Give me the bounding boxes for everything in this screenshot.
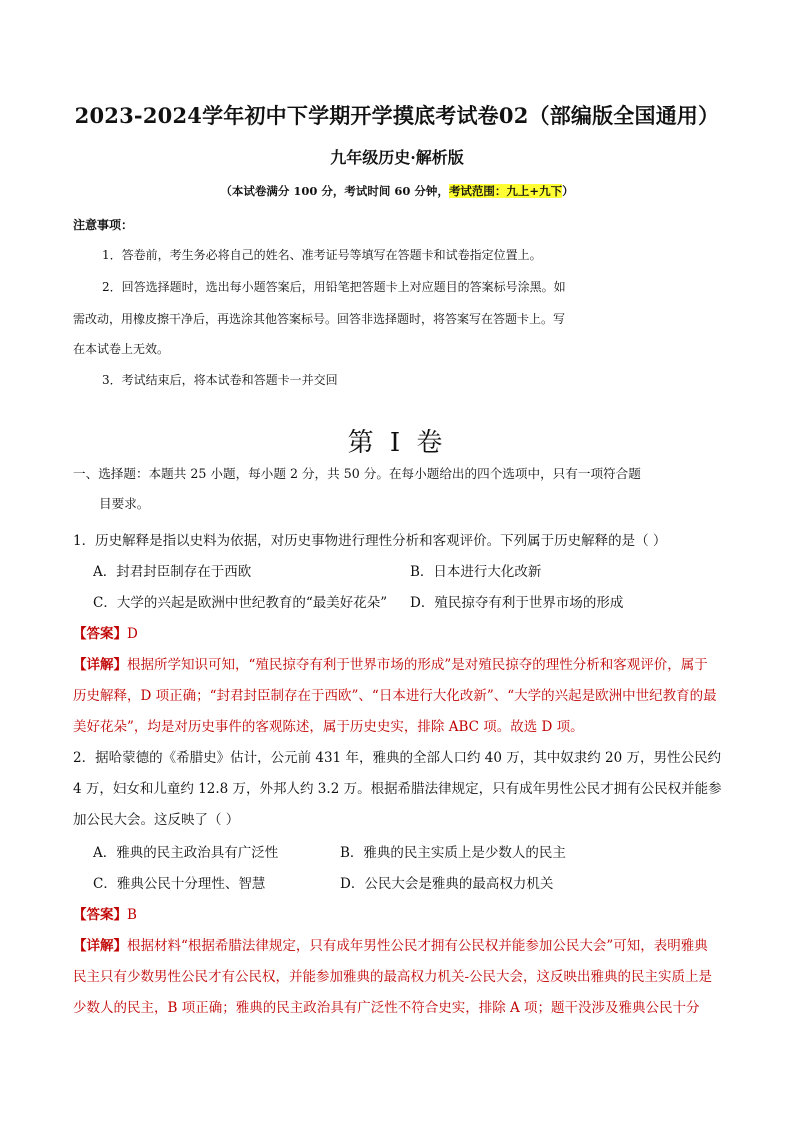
q1-option-c: C．大学的兴起是欧洲中世纪教育的“最美好花朵” — [93, 595, 388, 611]
q1-answer-label: 【答案】 — [73, 626, 127, 642]
page-title: 2023-2024学年初中下学期开学摸底考试卷02（部编版全国通用） — [74, 103, 720, 128]
q1-answer — [73, 622, 138, 642]
exam-meta-prefix: （本试卷满分 100 分，考试时间 60 分钟， — [220, 184, 449, 198]
q2-answer-value: B — [127, 907, 137, 923]
page-subtitle: 九年级历史·解析版 — [330, 148, 464, 167]
q2-option-a: A．雅典的民主政治具有广泛性 — [93, 845, 279, 861]
q1-detail-text-1: 根据所学知识可知，“殖民掠夺有利于世界市场的形成”是对殖民掠夺的理性分析和客观评价，属于 — [127, 657, 708, 673]
exam-meta-suffix: ） — [562, 184, 574, 198]
q1-detail-line-2: 历史解释，D 项正确；“封君封臣制存在于西欧”、“日本进行大化改新”、“大学的兴起是欧洲中世纪教育的最 — [73, 688, 717, 704]
q2-detail-line-1 — [73, 934, 708, 954]
q2-stem-line-2: 4 万，妇女和儿童约 12.8 万，外邦人约 3.2 万。根据希腊法律规定，只有成年男性公民才拥有公民权并能参 — [73, 781, 722, 797]
q2-answer-label: 【答案】 — [73, 907, 127, 923]
notice-item-2-line-2: 需改动，用橡皮擦干净后，再选涂其他答案标号。回答非选择题时，将答案写在答题卡上。写 — [73, 312, 566, 326]
q1-answer-value: D — [127, 626, 138, 642]
q1-stem: 1．历史解释是指以史料为依据，对历史事物进行理性分析和客观评价。下列属于历史解释的是（ ） — [73, 533, 667, 549]
q2-detail-text-1: 根据材料“根据希腊法律规定，只有成年男性公民才拥有公民权并能参加公民大会”可知，表明雅典 — [127, 938, 708, 954]
notice-item-1: 1．答卷前，考生务必将自己的姓名、准考证号等填写在答题卡和试卷指定位置上。 — [102, 248, 542, 262]
section-instructions-line-1: 一、选择题：本题共 25 小题，每小题 2 分，共 50 分。在每小题给出的四个选项中，只有一项符合题 — [73, 466, 641, 481]
q1-detail-line-1 — [73, 653, 708, 673]
notice-item-3: 3．考试结束后，将本试卷和答题卡一并交回 — [102, 373, 338, 387]
section-heading: 第 I 卷 — [347, 428, 447, 458]
q2-option-c: C．雅典公民十分理性、智慧 — [93, 876, 266, 892]
q1-option-b: B．日本进行大化改新 — [410, 564, 542, 580]
exam-meta — [0, 183, 794, 199]
q2-detail-line-3: 少数人的民主，B 项正确；雅典的民主政治具有广泛性不符合史实，排除 A 项；题干没涉及雅典公民十分 — [73, 1000, 700, 1016]
q2-detail-line-2: 民主只有少数男性公民才有公民权，并能参加雅典的最高权力机关-公民大会，这反映出雅典的民主实质上是 — [73, 969, 713, 985]
notice-title: 注意事项： — [73, 218, 134, 232]
q2-stem-line-1: 2．据哈蒙德的《希腊史》估计，公元前 431 年，雅典的全部人口约 40 万，其中奴隶约 20 万，男性公民约 — [73, 750, 721, 766]
notice-item-2-line-1: 2．回答选择题时，选出每小题答案后，用铅笔把答题卡上对应题目的答案标号涂黑。如 — [102, 280, 566, 294]
exam-scope-highlight: 考试范围：九上+九下 — [448, 184, 563, 198]
q1-option-d: D．殖民掠夺有利于世界市场的形成 — [410, 595, 624, 611]
q1-detail-line-3: 美好花朵”，均是对历史事件的客观陈述，属于历史史实，排除 ABC 项。故选 D 项。 — [73, 719, 584, 735]
q2-option-b: B．雅典的民主实质上是少数人的民主 — [340, 845, 566, 861]
q2-detail-label: 【详解】 — [73, 938, 127, 954]
notice-item-2-line-3: 在本试卷上无效。 — [73, 342, 170, 356]
q2-answer — [73, 903, 137, 923]
q1-option-a: A．封君封臣制存在于西欧 — [93, 564, 252, 580]
q2-option-d: D．公民大会是雅典的最高权力机关 — [340, 876, 554, 892]
q2-stem-line-3: 加公民大会。这反映了（ ） — [73, 812, 240, 828]
section-instructions-line-2: 目要求。 — [99, 496, 150, 511]
q1-detail-label: 【详解】 — [73, 657, 127, 673]
